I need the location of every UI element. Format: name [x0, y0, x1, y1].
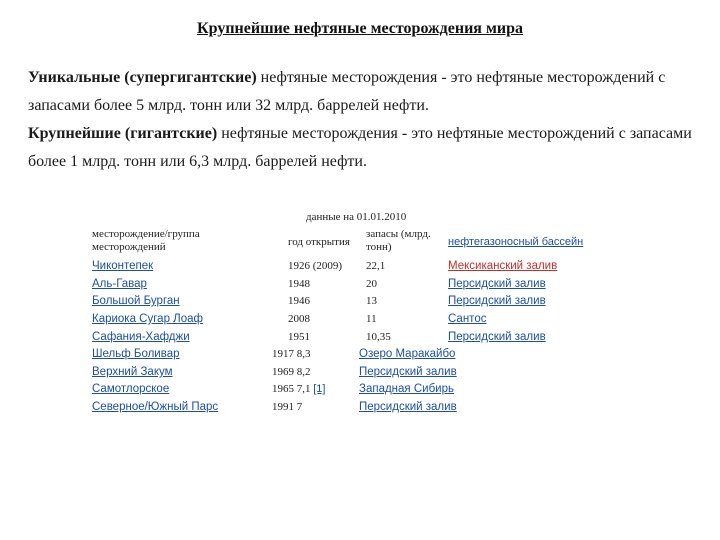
giant-definition: нефтяные месторождения - это нефтяные месторождений с запасами более 1 млрд. тонн или 6,3 млрд. баррелей нефти.: [28, 125, 692, 170]
basin-link[interactable]: Сантос: [448, 313, 487, 325]
field-link[interactable]: Северное/Южный Парс: [92, 401, 219, 413]
page-title: Крупнейшие нефтяные месторождения мира: [197, 20, 523, 37]
reference-link[interactable]: [1]: [313, 383, 326, 395]
discovery-year: 1991: [272, 401, 294, 413]
field-link[interactable]: Шельф Боливар: [92, 348, 180, 360]
discovery-year: 1965: [272, 383, 294, 395]
giant-term: Крупнейшие (гигантские): [28, 125, 218, 142]
basin-link[interactable]: Мексиканский залив: [448, 260, 558, 272]
unique-definition: нефтяные месторождения - это нефтяные месторождений с запасами более 5 млрд. тонн или 32 млрд. баррелей нефти.: [28, 69, 666, 114]
reserves-value: 8,3: [296, 348, 311, 360]
field-link[interactable]: Большой Бурган: [92, 295, 180, 307]
field-link[interactable]: Аль-Гавар: [92, 278, 147, 290]
basin-link[interactable]: Персидский залив: [359, 401, 457, 413]
basin-link[interactable]: Персидский залив: [448, 295, 546, 307]
basin-link[interactable]: Озеро Маракайбо: [359, 348, 456, 360]
field-link[interactable]: Кариока Сугар Лоаф: [92, 313, 203, 325]
basin-link[interactable]: Персидский залив: [359, 366, 457, 378]
field-link[interactable]: Верхний Закум: [92, 366, 173, 378]
reserves-value: 8,2: [296, 366, 311, 378]
reserves-value: 7,1: [296, 383, 311, 395]
header-field: месторождение/группа месторождений: [92, 228, 200, 253]
header-reserves: запасы (млрд. тонн): [366, 228, 431, 253]
unique-term: Уникальные (супергигантские): [28, 69, 257, 86]
discovery-year: 1948: [288, 278, 310, 290]
reserves-value: 13: [366, 295, 377, 307]
field-link[interactable]: Самотлорское: [92, 383, 170, 395]
discovery-year: 1946: [288, 295, 310, 307]
header-basin[interactable]: нефтегазоносный бассейн: [448, 236, 584, 248]
field-link[interactable]: Чиконтепек: [92, 260, 154, 272]
date-note: данные на 01.01.2010: [306, 211, 407, 223]
field-link[interactable]: Сафания-Хафджи: [92, 331, 190, 343]
discovery-year: 2008: [288, 313, 310, 325]
reserves-value: 22,1: [366, 260, 386, 272]
header-year: год открытия: [288, 236, 350, 248]
reserves-value: 11: [366, 313, 377, 325]
basin-link[interactable]: Персидский залив: [448, 331, 546, 343]
discovery-year: 1951: [288, 331, 310, 343]
reserves-value: 7: [296, 401, 303, 413]
discovery-year: 1969: [272, 366, 294, 378]
reserves-value: 20: [366, 278, 377, 290]
basin-link[interactable]: Персидский залив: [448, 278, 546, 290]
discovery-year: 1917: [272, 348, 294, 360]
discovery-year: 1926 (2009): [288, 260, 343, 272]
basin-link[interactable]: Западная Сибирь: [359, 383, 454, 395]
reserves-value: 10,35: [366, 331, 391, 343]
